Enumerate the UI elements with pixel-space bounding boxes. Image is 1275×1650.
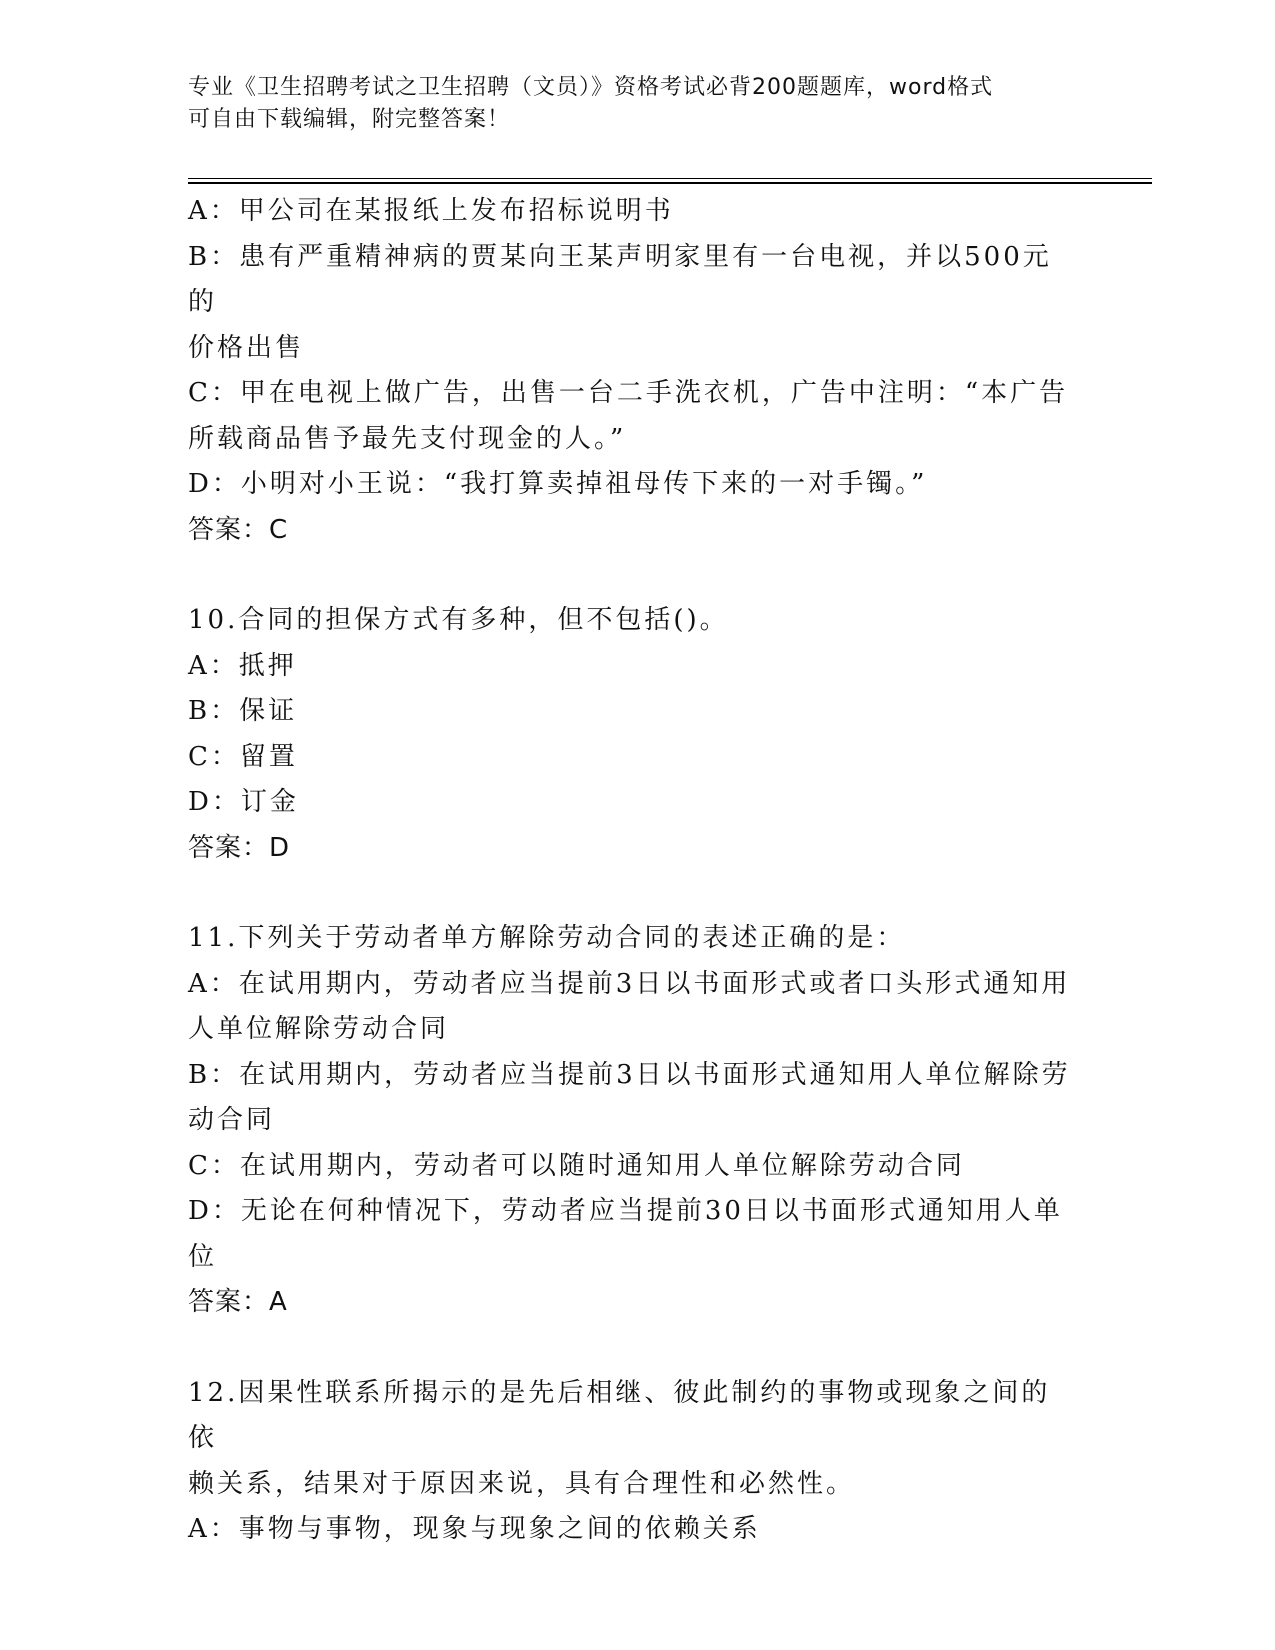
- answer: 答案：C: [188, 514, 289, 545]
- option-b: B：保证: [188, 696, 298, 726]
- question-11: [188, 916, 1078, 1326]
- question-stem-continued: 赖关系，结果对于原因来说，具有合理性和必然性。: [188, 1468, 856, 1499]
- option-c: C：甲在电视上做广告，出售一台二手洗衣机，广告中注明：“本广告: [188, 378, 1069, 408]
- option-d: D：小明对小王说：“我打算卖掉祖母传下来的一对手镯。”: [188, 469, 928, 499]
- option-a: A：在试用期内，劳动者应当提前3日以书面形式或者口头形式通知用: [188, 968, 1071, 999]
- option-b: B：在试用期内，劳动者应当提前3日以书面形式通知用人单位解除劳: [188, 1059, 1071, 1090]
- header-rule-thin: [188, 178, 1152, 179]
- option-b-continued: 动合同: [188, 1105, 276, 1135]
- answer: 答案：D: [188, 832, 291, 863]
- option-c: C：在试用期内，劳动者可以随时通知用人单位解除劳动合同: [188, 1150, 965, 1181]
- question-stem: 12.因果性联系所揭示的是先后相继、彼此制约的事物或现象之间的依: [188, 1377, 1051, 1453]
- option-a: A：抵押: [188, 650, 297, 681]
- option-b-continued: 价格出售: [188, 332, 305, 363]
- spacer: [188, 1326, 1078, 1371]
- option-a-continued: 人单位解除劳动合同: [188, 1014, 450, 1044]
- option-d: D：无论在何种情况下，劳动者应当提前30日以书面形式通知用人单: [188, 1196, 1063, 1226]
- question-stem: 11.下列关于劳动者单方解除劳动合同的表述正确的是：: [188, 923, 906, 953]
- question-10: [188, 598, 1078, 871]
- header-line-1: 专业《卫生招聘考试之卫生招聘（文员）》资格考试必背200题题库，word格式: [188, 75, 994, 100]
- option-c-continued: 所载商品售予最先支付现金的人。”: [188, 423, 627, 454]
- spacer: [188, 871, 1078, 916]
- question-stem: 10.合同的担保方式有多种，但不包括()。: [188, 605, 729, 635]
- option-d: D：订金: [188, 787, 299, 817]
- option-d-continued: 位: [188, 1241, 218, 1272]
- option-c: C：留置: [188, 741, 298, 772]
- document-header: [188, 72, 1088, 136]
- spacer: [188, 553, 1078, 598]
- option-a: A：事物与事物，现象与现象之间的依赖关系: [188, 1514, 761, 1544]
- question-list: [188, 189, 1078, 1553]
- header-rule-thick: [188, 182, 1152, 184]
- question-9: [188, 189, 1078, 553]
- option-b: B：患有严重精神病的贾某向王某声明家里有一台电视，并以500元的: [188, 241, 1052, 317]
- option-a: A：甲公司在某报纸上发布招标说明书: [188, 196, 674, 226]
- question-12: [188, 1371, 1078, 1553]
- answer: 答案：A: [188, 1287, 288, 1317]
- header-line-2: 可自由下载编辑，附完整答案！: [188, 107, 511, 132]
